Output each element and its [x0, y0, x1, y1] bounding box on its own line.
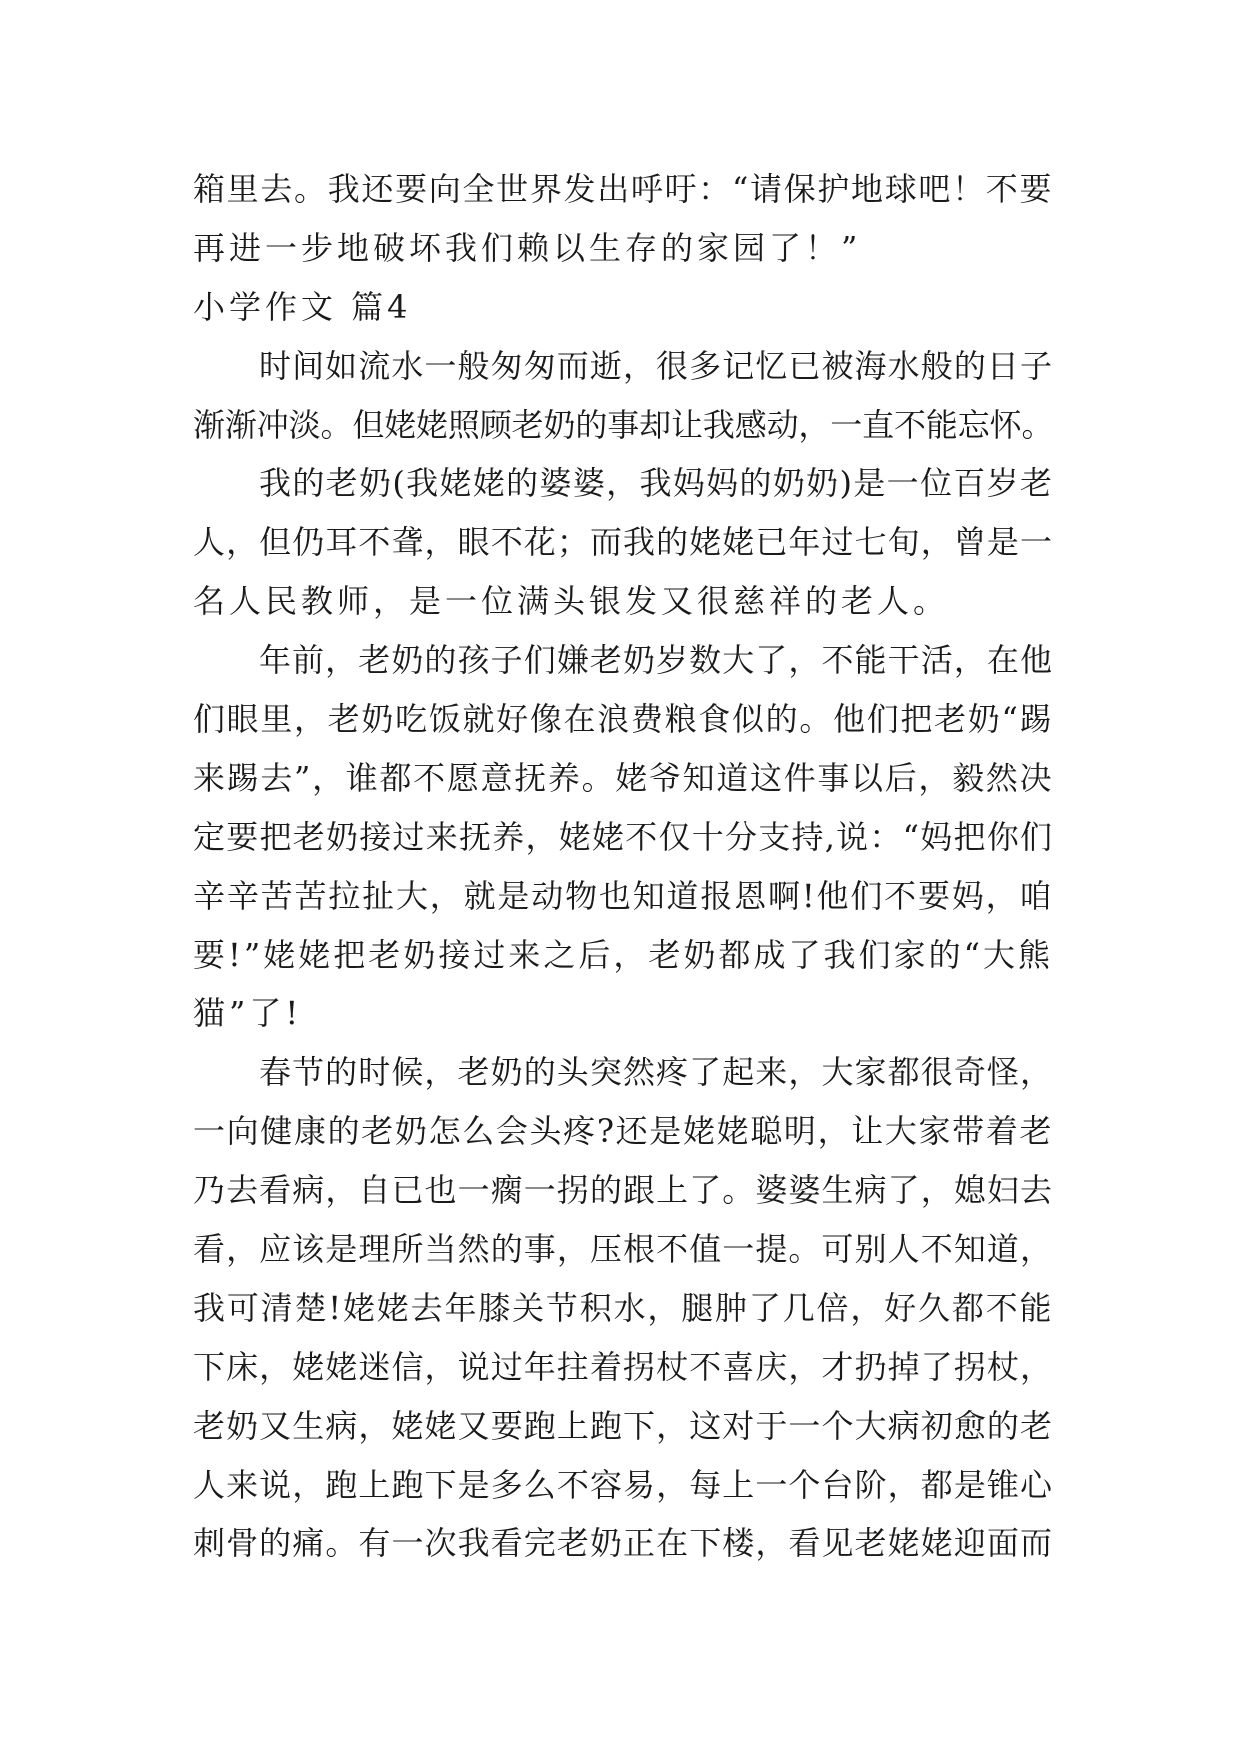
document-body	[193, 160, 1053, 1573]
text-line: 要!”姥姥把老奶接过来之后，老奶都成了我们家的“大熊	[193, 935, 1053, 974]
text-line: 我的老奶(我姥姥的婆婆，我妈妈的奶奶)是一位百岁老	[259, 464, 1053, 503]
text-line: 一向健康的老奶怎么会头疼?还是姥姥聪明，让大家带着老	[193, 1112, 1053, 1151]
text-line: 老奶又生病，姥姥又要跑上跑下，这对于一个大病初愈的老	[193, 1406, 1053, 1445]
text-line: 们眼里，老奶吃饭就好像在浪费粮食似的。他们把老奶“踢	[193, 700, 1053, 739]
text-line: 看，应该是理所当然的事，压根不值一提。可别人不知道，	[193, 1230, 1053, 1269]
text-line: 再进一步地破坏我们赖以生存的家园了！”	[193, 228, 862, 267]
text-line: 猫”了!	[193, 994, 303, 1033]
section-heading: 小学作文 篇4	[193, 287, 412, 326]
text-line: 人，但仍耳不聋，眼不花；而我的姥姥已年过七旬，曾是一	[193, 523, 1053, 562]
text-line: 乃去看病，自已也一瘸一拐的跟上了。婆婆生病了，媳妇去	[193, 1171, 1053, 1210]
text-line: 年前，老奶的孩子们嫌老奶岁数大了，不能干活，在他	[259, 641, 1053, 680]
text-line: 我可清楚!姥姥去年膝关节积水，腿肿了几倍，好久都不能	[193, 1288, 1053, 1327]
text-line: 渐渐冲淡。但姥姥照顾老奶的事却让我感动，一直不能忘怀。	[193, 405, 1053, 444]
text-line: 时间如流水一般匆匆而逝，很多记忆已被海水般的日子	[259, 346, 1053, 385]
text-line: 箱里去。我还要向全世界发出呼吁：“请保护地球吧！不要	[193, 170, 1053, 208]
text-line: 辛辛苦苦拉扯大，就是动物也知道报恩啊!他们不要妈，咱	[193, 876, 1053, 915]
text-line: 人来说，跑上跑下是多么不容易，每上一个台阶，都是锥心	[193, 1465, 1053, 1504]
text-line: 名人民教师，是一位满头银发又很慈祥的老人。	[193, 582, 950, 621]
text-line: 刺骨的痛。有一次我看完老奶正在下楼，看见老姥姥迎面而	[193, 1524, 1053, 1563]
text-line: 下床，姥姥迷信，说过年拄着拐杖不喜庆，才扔掉了拐杖，	[193, 1347, 1053, 1386]
text-line: 春节的时候，老奶的头突然疼了起来，大家都很奇怪，	[259, 1053, 1053, 1092]
text-line: 来踢去”，谁都不愿意抚养。姥爷知道这件事以后，毅然决	[193, 758, 1053, 797]
text-line: 定要把老奶接过来抚养，姥姥不仅十分支持,说：“妈把你们	[193, 817, 1053, 856]
